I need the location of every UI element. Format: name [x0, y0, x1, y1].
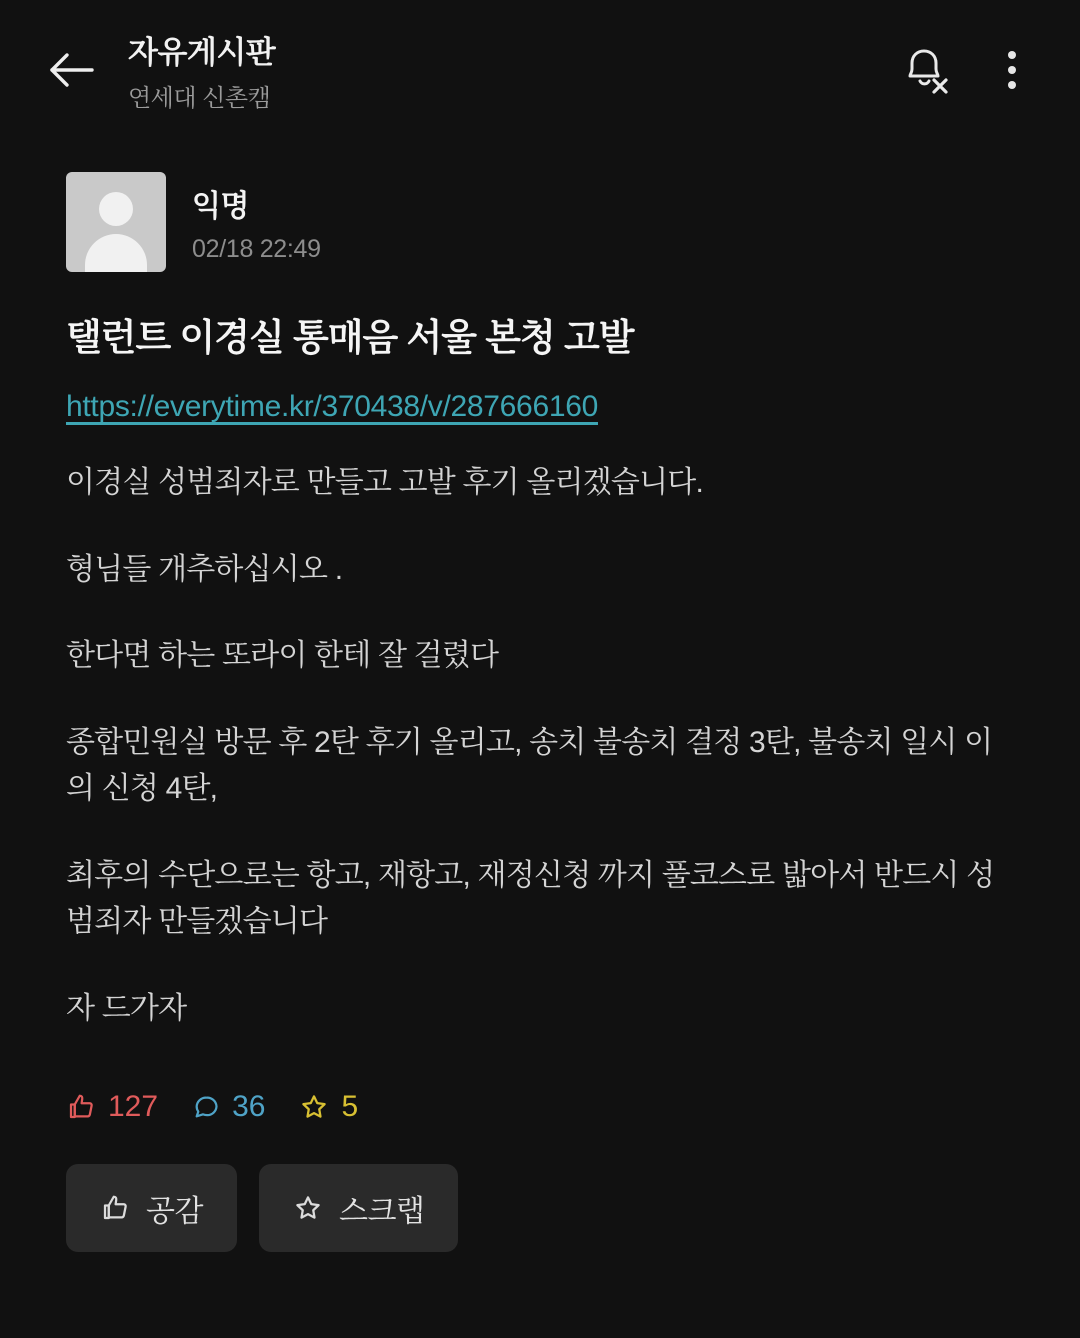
avatar-head	[99, 192, 133, 226]
post-timestamp: 02/18 22:49	[192, 234, 321, 263]
post-stats	[0, 1090, 1080, 1124]
author-row	[66, 172, 1014, 272]
board-subtitle: 연세대 신촌캠	[128, 85, 271, 112]
more-options-button[interactable]	[992, 39, 1032, 101]
scrap-button-label: 스크랩	[338, 1195, 425, 1229]
bottom-spacer	[0, 1252, 1080, 1300]
comment-icon	[192, 1093, 220, 1121]
post-paragraph: 형님들 개추하십시오 .	[66, 552, 343, 586]
more-vertical-icon	[1008, 51, 1016, 59]
post-body	[66, 460, 1014, 1032]
author-meta	[192, 181, 321, 264]
board-title: 자유게시판	[128, 35, 276, 70]
like-button-label: 공감	[146, 1195, 203, 1229]
bell-off-icon	[898, 40, 952, 101]
like-count-value: 127	[108, 1090, 159, 1124]
more-vertical-icon-dot	[1008, 81, 1016, 89]
header-actions	[894, 39, 1046, 101]
back-arrow-icon	[48, 51, 94, 89]
post-link[interactable]: https://everytime.kr/370438/v/287666160	[66, 390, 598, 424]
post-paragraph: 최후의 수단으로는 항고, 재항고, 재정신청 까지 풀코스로 밟아서 반드시 성범죄자 만들겠습니다	[66, 858, 995, 939]
post-paragraph: 자 드가자	[66, 991, 187, 1025]
like-count-stat	[66, 1090, 158, 1124]
author-name: 익명	[192, 189, 249, 223]
comment-count-stat	[192, 1090, 265, 1124]
header-title-group	[128, 27, 275, 113]
star-icon	[299, 1092, 329, 1122]
thumbs-up-icon	[66, 1092, 96, 1122]
post-title: 탤런트 이경실 통매음 서울 본청 고발	[66, 317, 634, 358]
scrap-button[interactable]	[259, 1164, 458, 1252]
post-content	[0, 172, 1080, 1032]
notification-toggle-button[interactable]	[894, 39, 956, 101]
scrap-count-value: 5	[341, 1090, 359, 1124]
star-icon	[293, 1193, 323, 1223]
avatar-body	[85, 234, 147, 272]
more-vertical-icon-dot	[1008, 66, 1016, 74]
post-actions	[0, 1164, 1080, 1252]
post-paragraph: 종합민원실 방문 후 2탄 후기 올리고, 송치 불송치 결정 3탄, 불송치 일시 이의 신청 4탄,	[66, 725, 993, 806]
avatar	[66, 172, 166, 272]
comment-count-value: 36	[232, 1090, 266, 1124]
like-button[interactable]	[66, 1164, 237, 1252]
post-paragraph: 이경실 성범죄자로 만들고 고발 후기 올리겠습니다.	[66, 466, 703, 500]
scrap-count-stat	[299, 1090, 358, 1124]
thumbs-up-icon	[100, 1193, 130, 1223]
app-header	[0, 0, 1080, 140]
post-paragraph: 한다면 하는 또라이 한테 잘 걸렸다	[66, 639, 499, 673]
back-button[interactable]	[34, 33, 108, 107]
